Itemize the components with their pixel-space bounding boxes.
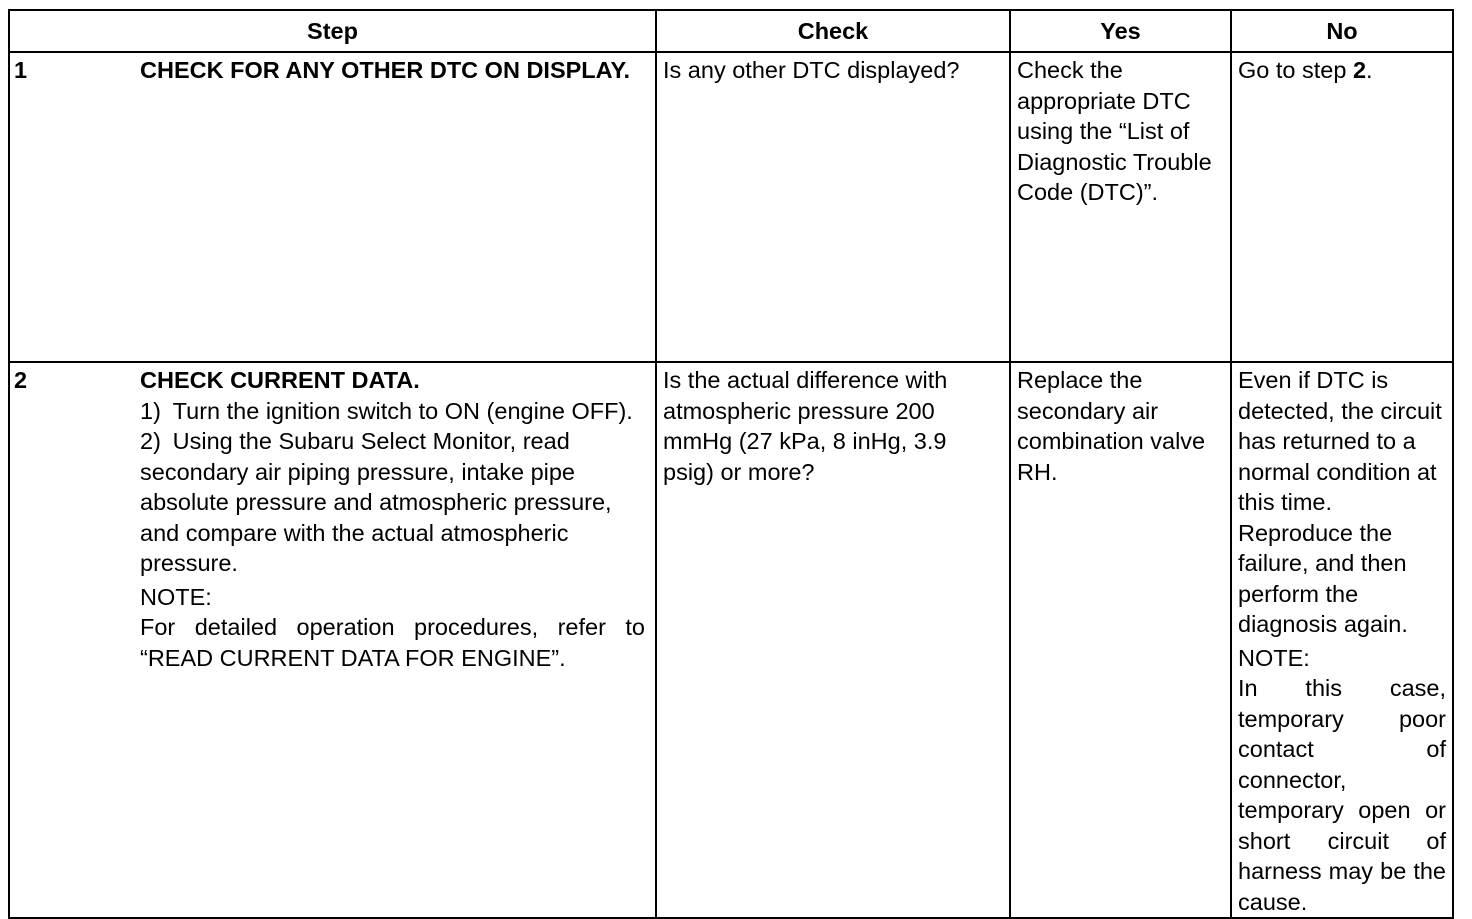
- note-text: For detailed operation procedures, refer to “READ CURRENT DATA FOR ENGINE”.: [140, 614, 645, 671]
- no-note-text: In this case, temporary poor contact of connector, temporary open or short circuit of harness may be the cause.: [1238, 675, 1446, 915]
- no-text: Even if DTC is detected, the circuit has returned to a normal condition at this time. Reproduce the failure, and then perform the diagnosis again.: [1238, 367, 1442, 637]
- no-step-reference: 2: [1352, 57, 1367, 83]
- yes-cell: Replace the secondary air combination valve RH.: [1010, 362, 1231, 918]
- diagnostic-table: [8, 9, 1454, 919]
- no-suffix: .: [1366, 57, 1373, 83]
- check-cell: Is the actual difference with atmospheric pressure 200 mmHg (27 kPa, 8 inHg, 3.9 psig) or more?: [656, 362, 1010, 918]
- step-title: CHECK CURRENT DATA.: [140, 367, 420, 393]
- substep-1: 1) Turn the ignition switch to ON (engine OFF).: [140, 397, 633, 424]
- yes-cell: Check the appropriate DTC using the “List of Diagnostic Trouble Code (DTC)”.: [1010, 52, 1231, 362]
- note-label: NOTE:: [140, 583, 212, 610]
- check-cell: Is any other DTC displayed?: [656, 52, 1010, 362]
- header-yes: Yes: [1010, 10, 1231, 52]
- step-cell: [9, 362, 656, 918]
- no-text: Go to step: [1238, 57, 1353, 83]
- header-step: Step: [9, 10, 656, 52]
- header-row: [9, 10, 1453, 52]
- step-number: 1: [14, 57, 28, 83]
- table-row: [9, 52, 1453, 362]
- header-no: No: [1231, 10, 1453, 52]
- substep-2: 2) Using the Subaru Select Monitor, read secondary air piping pressure, intake pipe absolute pressure and atmospheric pressure, and compare with the actual atmospheric pressure.: [140, 428, 612, 576]
- header-check: Check: [656, 10, 1010, 52]
- no-cell: [1231, 362, 1453, 918]
- no-note-label: NOTE:: [1238, 644, 1310, 671]
- step-number: 2: [14, 367, 28, 393]
- step-cell: [9, 52, 656, 362]
- no-cell: [1231, 52, 1453, 362]
- table-row: [9, 362, 1453, 918]
- step-title: CHECK FOR ANY OTHER DTC ON DISPLAY.: [140, 57, 631, 83]
